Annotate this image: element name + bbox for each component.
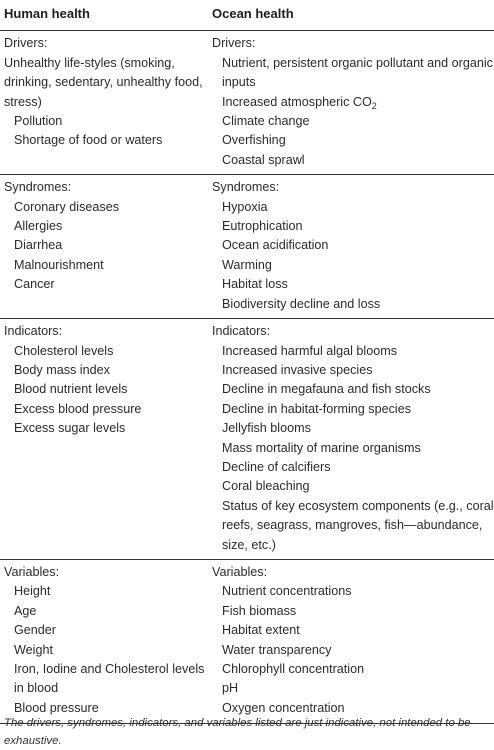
list-item: Oxygen concentration (222, 700, 345, 715)
list-item: Excess sugar levels (14, 421, 126, 436)
list-item: Increased invasive species (222, 362, 373, 377)
list-item: Status of key ecosystem components (e.g., coral reefs, seagrass, mangroves, fish—abundance, size, etc.) (222, 498, 494, 552)
list-item: Eutrophication (222, 219, 303, 234)
section-heading: Indicators: (4, 324, 63, 339)
list-item: Increased harmful algal blooms (222, 343, 398, 358)
list-item: Shortage of food or waters (14, 133, 163, 148)
list-item: Climate change (222, 114, 310, 129)
list-item: Habitat extent (222, 623, 300, 638)
list-item: Water transparency (222, 642, 332, 657)
list-item: Body mass index (14, 362, 110, 377)
section-heading: Variables: (4, 564, 60, 579)
list-item: Habitat loss (222, 277, 288, 292)
list-item: Excess blood pressure (14, 401, 142, 416)
list-item: Allergies (14, 219, 63, 234)
list-item: Chlorophyll concentration (222, 662, 365, 676)
column-header-human-health: Human health (0, 2, 208, 31)
list-item: Coastal sprawl (222, 152, 305, 167)
list-item: Decline in habitat-forming species (222, 401, 411, 416)
ocean-indicators-cell (208, 319, 494, 560)
list-item: Coral bleaching (222, 479, 310, 494)
list-item: Blood pressure (14, 700, 99, 715)
list-item: pH (222, 681, 239, 696)
list-item-co2 (212, 93, 494, 112)
list-item: Diarrhea (14, 238, 63, 253)
list-item: Overfishing (222, 133, 286, 148)
table-footnote: The drivers, syndromes, indicators, and variables listed are just indicative, not intended to be exhaustive. (4, 717, 471, 747)
human-indicators-cell (0, 319, 208, 560)
list-item: Height (14, 584, 51, 599)
co2-subscript: 2 (371, 100, 377, 111)
health-comparison-table (0, 2, 494, 724)
list-item: Coronary diseases (14, 199, 119, 214)
list-item: Decline in megafauna and fish stocks (222, 382, 431, 397)
section-heading: Syndromes: (212, 180, 280, 195)
list-item: Weight (14, 642, 53, 657)
list-item: Biodiversity decline and loss (222, 296, 381, 311)
list-item: Nutrient, persistent organic pollutant and organic inputs (222, 55, 493, 90)
table-row-variables (0, 559, 494, 723)
section-heading: Variables: (212, 564, 268, 579)
section-heading: Drivers: (4, 36, 48, 51)
list-item: Unhealthy life-styles (smoking, drinking, sedentary, unhealthy food, stress) (4, 55, 203, 109)
list-item: Age (14, 603, 37, 618)
list-item: Jellyfish blooms (222, 421, 311, 436)
human-variables-cell (0, 559, 208, 723)
list-item: Nutrient concentrations (222, 584, 352, 599)
table-header-row (0, 2, 494, 31)
list-item: Decline of calcifiers (222, 459, 331, 474)
list-item: Cholesterol levels (14, 343, 114, 358)
human-syndromes-cell (0, 175, 208, 319)
table-row-indicators (0, 319, 494, 560)
list-item: Gender (14, 623, 57, 638)
section-heading: Indicators: (212, 324, 271, 339)
table-row-syndromes (0, 175, 494, 319)
list-item: Cancer (14, 277, 55, 292)
human-drivers-cell (0, 31, 208, 175)
section-heading: Drivers: (212, 36, 256, 51)
column-header-ocean-health: Ocean health (208, 2, 494, 31)
list-item: Blood nutrient levels (14, 382, 128, 397)
ocean-syndromes-cell (208, 175, 494, 319)
list-item: Ocean acidification (222, 238, 329, 253)
ocean-variables-cell (208, 559, 494, 723)
list-item: Pollution (14, 114, 63, 129)
section-heading: Syndromes: (4, 180, 72, 195)
ocean-drivers-cell (208, 31, 494, 175)
table-row-drivers (0, 31, 494, 175)
list-item: Iron, Iodine and Cholesterol levels in blood (14, 662, 205, 696)
list-item: Mass mortality of marine organisms (222, 440, 421, 455)
list-item: Hypoxia (222, 199, 268, 214)
list-item: Fish biomass (222, 603, 297, 618)
list-item: Warming (222, 257, 272, 272)
co2-text: Increased atmospheric CO (222, 94, 372, 109)
list-item: Malnourishment (14, 257, 104, 272)
